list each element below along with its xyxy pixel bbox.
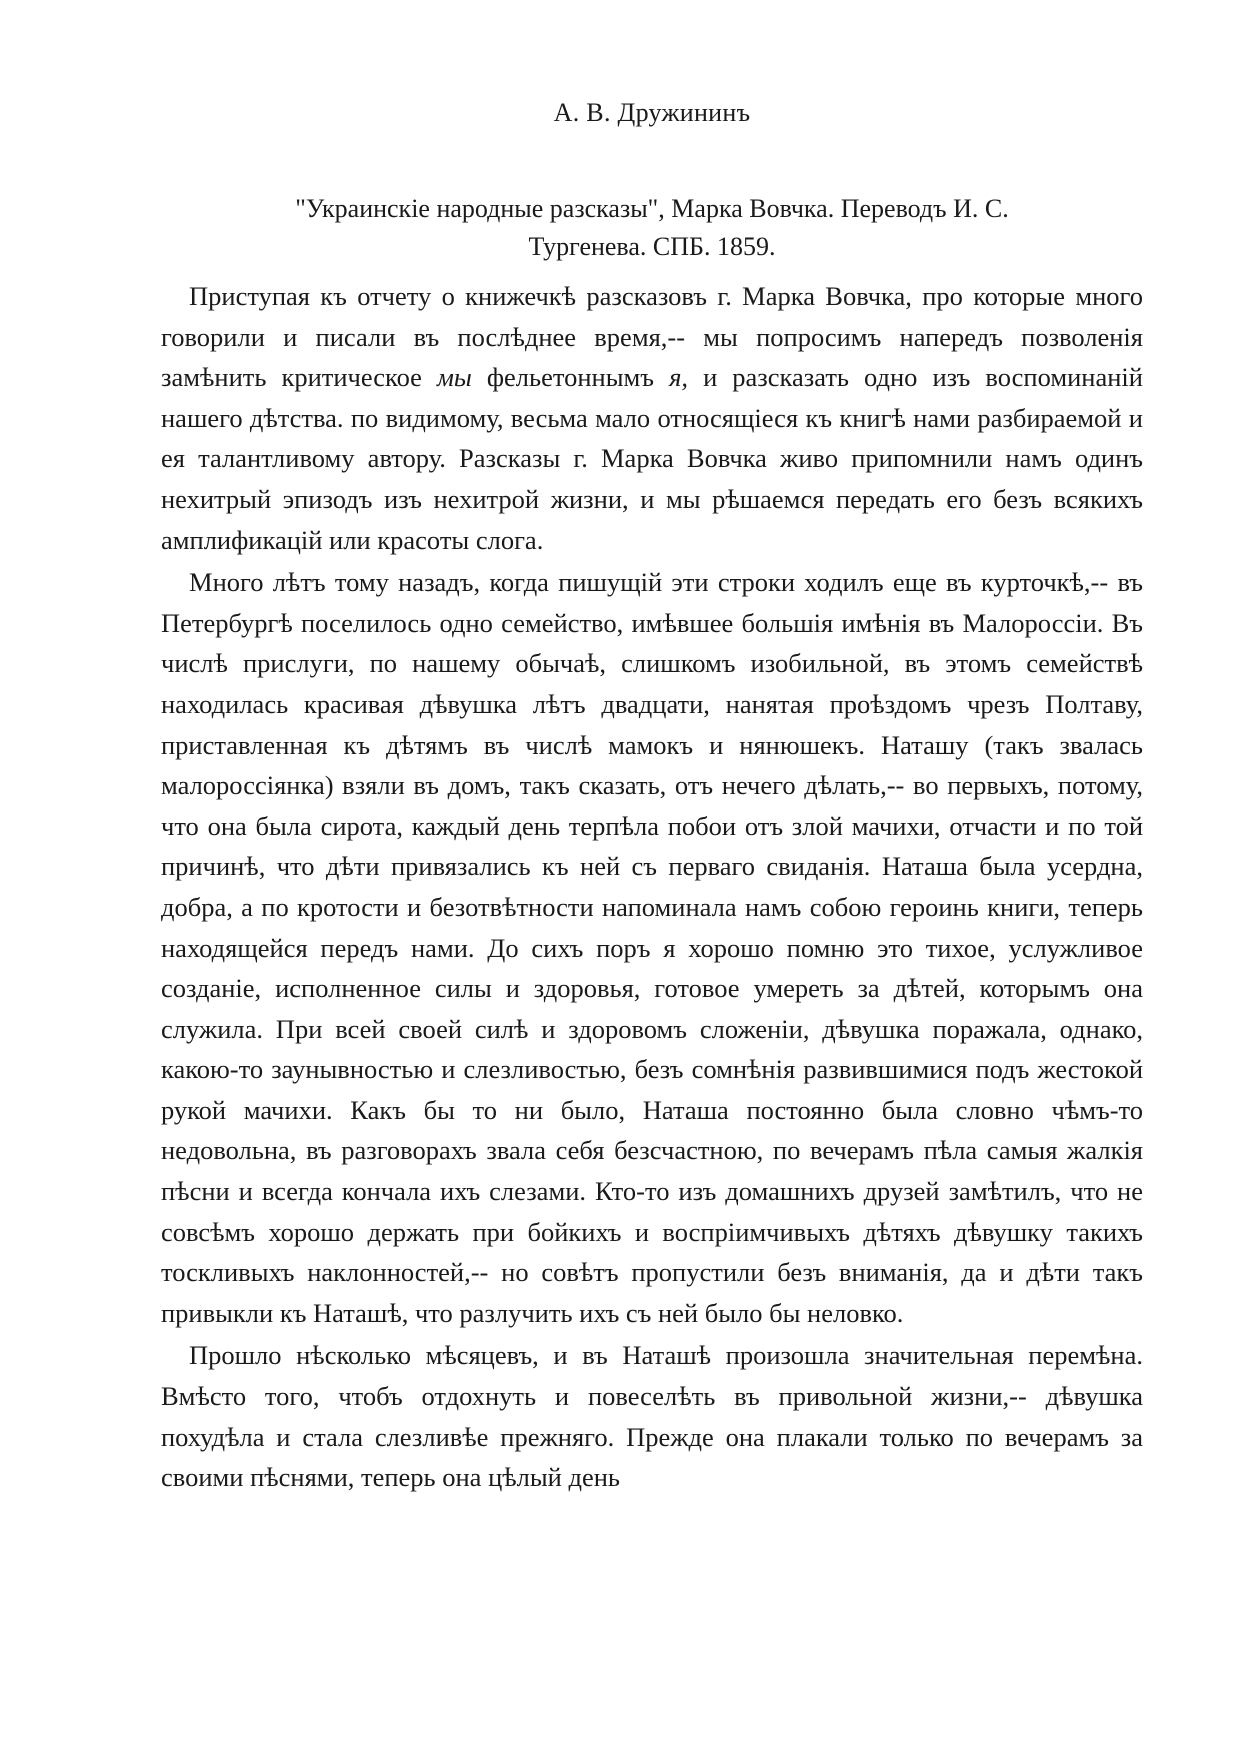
title-line-2: Тургенева. СПБ. 1859. bbox=[528, 232, 776, 261]
paragraph-2: Много лѣтъ тому назадъ, когда пишущій эти строки ходилъ еще въ курточкѣ,-- въ Петербургѣ поселилось одно семейство, имѣвшее большія имѣнія въ Малороссіи. Въ числѣ прислуги, по нашему обычаѣ, слишкомъ изобильной, въ этомъ семействѣ находилась красивая дѣвушка лѣтъ двадцати, нанятая проѣздомъ чрезъ Полтаву, приставленная къ дѣтямъ въ числѣ мамокъ и нянюшекъ. Наташу (такъ звалась малороссіянка) взяли въ домъ, такъ сказать, отъ нечего дѣлать,-- во первыхъ, потому, что она была сирота, каждый день терпѣла побои отъ злой мачихи, отчасти и по той причинѣ, что дѣти привязались къ ней съ перваго свиданія. Наташа была усердна, добра, а по кротости и безотвѣтности напоминала намъ собою героинь книги, теперь находящейся передъ нами. До сихъ поръ я хорошо помню это тихое, услужливое созданіе, исполненное силы и здоровья, готовое умереть за дѣтей, которымъ она служила. При всей своей силѣ и здоровомъ сложеніи, дѣвушка поражала, однако, какою-то заунывностью и слезливостью, безъ сомнѣнія развившимися подъ жестокой рукой мачихи. Какъ бы то ни было, Наташа постоянно была словно чѣмъ-то недовольна, въ разговорахъ звала себя безсчастною, по вечерамъ пѣла самыя жалкія пѣсни и всегда кончала ихъ слезами. Кто-то изъ домашнихъ друзей замѣтилъ, что не совсѣмъ хорошо держать при бойкихъ и воспріимчивыхъ дѣтяхъ дѣвушку такихъ тоскливыхъ наклонностей,-- но совѣтъ пропустили безъ вниманія, да и дѣти такъ привыкли къ Наташѣ, что разлучить ихъ съ ней было бы неловко. bbox=[161, 567, 1143, 1328]
paragraph-1-text-c: и разсказать одно изъ воспоминаній нашего дѣтства. по видимому, весьма мало относящіеся къ книгѣ нами разбираемой и ея талантливому автору. Разсказы г. Марка Вовчка живо припомнили намъ одинъ нехитрый эпизодъ изъ нехитрой жизни, и мы рѣшаемся передать его безъ всякихъ амплификацій или красоты слога. bbox=[161, 362, 1143, 555]
paragraph-1-text-b: фельетоннымъ bbox=[471, 362, 670, 393]
author-name: А. В. Дружининъ bbox=[553, 98, 751, 127]
italic-word-ya: я, bbox=[669, 362, 689, 393]
document-page bbox=[161, 96, 1143, 1500]
paragraph-1 bbox=[161, 276, 1143, 560]
document-title bbox=[161, 190, 1143, 266]
paragraph-1-text-a: Приступая къ отчету о книжечкѣ разсказовъ г. Марка Вовчка, про которые много говорили и писали въ послѣднее время,-- мы попросимъ напередъ позволенія замѣнить критическое bbox=[161, 281, 1143, 393]
title-line-1: "Украинскіе народные разсказы", Марка Вовчка. Переводъ И. С. bbox=[295, 194, 1009, 223]
paragraph-3: Прошло нѣсколько мѣсяцевъ, и въ Наташѣ произошла значительная перемѣна. Вмѣсто того, чтобъ отдохнуть и повеселѣть въ привольной жизни,-- дѣвушка похудѣла и стала слезливѣе прежняго. Прежде она плакали только по вечерамъ за своими пѣснями, теперь она цѣлый день bbox=[161, 1340, 1143, 1493]
italic-word-my: мы bbox=[436, 362, 472, 393]
